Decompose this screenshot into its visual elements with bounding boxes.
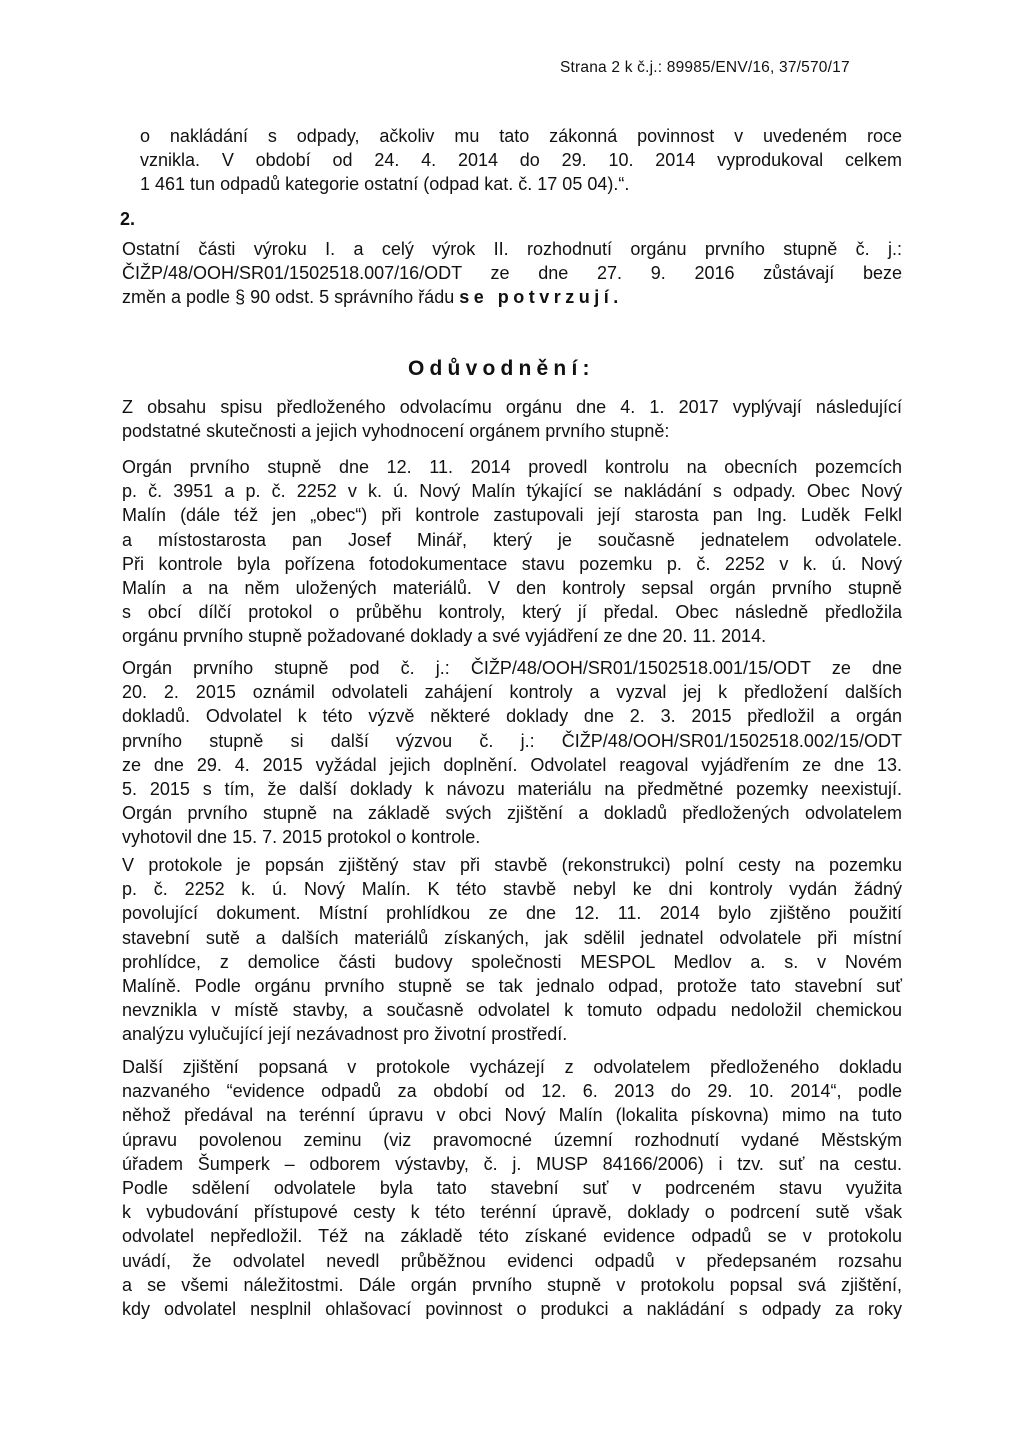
- paragraph-line: k vybudování přístupové cesty k této terénní úpravě, doklady o podrcení sutě však: [122, 1202, 902, 1223]
- section-title: Odůvodnění:: [408, 357, 595, 380]
- paragraph-line: úřadem Šumperk – odborem výstavby, č. j. MUSP 84166/2006) i tzv. suť na cestu.: [122, 1153, 902, 1174]
- paragraph-line: kdy odvolatel nesplnil ohlašovací povinnost o produkci a nakládání s odpady za roky: [122, 1299, 902, 1320]
- paragraph-line: podstatné skutečnosti a jejich vyhodnocení orgánem prvního stupně:: [122, 421, 670, 442]
- paragraph-line: prohlídce, z demolice části budovy společnosti MESPOL Medlov a. s. v Novém: [122, 951, 902, 972]
- quote-line: o nakládání s odpady, ačkoliv mu tato zákonná povinnost v uvedeném roce: [140, 126, 902, 146]
- paragraph-line: stavební sutě a dalších materiálů získaných, jak sdělil jednatel odvolatele při místní: [122, 927, 902, 948]
- paragraph-line: orgánu prvního stupně požadované doklady a své vyjádření ze dne 20. 11. 2014.: [122, 626, 767, 647]
- paragraph-3: [122, 656, 902, 850]
- paragraph-line: a místostarosta pan Josef Minář, který je současně jednatelem odvolatele.: [122, 529, 902, 550]
- paragraph-line: p. č. 3951 a p. č. 2252 v k. ú. Nový Malín týkající se nakládání s odpady. Obec Nový: [122, 481, 902, 502]
- point-2-line-prefix: změn a podle § 90 odst. 5 správního řádu: [122, 287, 460, 308]
- paragraph-line: Z obsahu spisu předloženého odvolacímu orgánu dne 4. 1. 2017 vyplývají následující: [122, 397, 902, 417]
- paragraph-5: [122, 1055, 902, 1321]
- paragraph-line: Malíně. Podle orgánu prvního stupně se tak jednalo odpad, protože tato stavební suť: [122, 976, 902, 997]
- paragraph-line: Při kontrole byla pořízena fotodokumentace stavu pozemku p. č. 2252 v k. ú. Nový: [122, 553, 902, 574]
- paragraph-line: dokladů. Odvolatel k této výzvě některé doklady dne 2. 3. 2015 předložil a orgán: [122, 706, 902, 727]
- paragraph-line: povolující dokument. Místní prohlídkou ze dne 12. 11. 2014 bylo zjištěno použití: [122, 903, 902, 924]
- paragraph-line: p. č. 2252 k. ú. Nový Malín. K této stavbě nebyl ke dni kontroly vydán žádný: [122, 879, 902, 900]
- paragraph-line: Další zjištění popsaná v protokole vycházejí z odvolatelem předloženého dokladu: [122, 1057, 902, 1077]
- point-2-emphasis: se potvrzují.: [459, 287, 623, 308]
- paragraph-line: 20. 2. 2015 oznámil odvolateli zahájení kontroly a vyzval jej k předložení dalších: [122, 682, 902, 703]
- paragraph-line: analýzu vylučující její nezávadnost pro životní prostředí.: [122, 1024, 568, 1045]
- quote-line: vznikla. V období od 24. 4. 2014 do 29. 10. 2014 vyprodukoval celkem: [140, 150, 902, 171]
- point-2-text: [122, 237, 902, 310]
- quoted-text-block: [140, 124, 902, 197]
- point-2-line: [122, 285, 902, 309]
- page-reference-header: Strana 2 k č.j.: 89985/ENV/16, 37/570/17: [560, 59, 850, 76]
- paragraph-line: odvolatel nepředložil. Též na základě této získané evidence odpadů se v protokolu: [122, 1226, 902, 1247]
- paragraph-line: něhož předával na terénní úpravu v obci Nový Malín (lokalita pískovna) mimo na tuto: [122, 1105, 902, 1126]
- paragraph-line: uvádí, že odvolatel nevedl průběžnou evidenci odpadů v předepsaném rozsahu: [122, 1250, 902, 1271]
- paragraph-line: Orgán prvního stupně na základě svých zjištění a dokladů předložených odvolatelem: [122, 803, 902, 824]
- paragraph-line: Malín a na něm uložených materiálů. V den kontroly sepsal orgán prvního stupně: [122, 578, 902, 599]
- paragraph-1: [122, 395, 902, 443]
- paragraph-line: Orgán prvního stupně pod č. j.: ČIŽP/48/OOH/SR01/1502518.001/15/ODT ze dne: [122, 658, 902, 678]
- paragraph-line: nevznikla v místě stavby, a současně odvolatel k tomuto odpadu nedoložil chemickou: [122, 1000, 902, 1021]
- paragraph-line: Malín (dále též jen „obec“) při kontrole zastupovali její starosta pan Ing. Luděk Felkl: [122, 505, 902, 526]
- paragraph-2: [122, 455, 902, 649]
- paragraph-line: úpravu povolenou zeminu (viz pravomocné územní rozhodnutí vydané Městským: [122, 1129, 902, 1150]
- paragraph-line: V protokole je popsán zjištěný stav při stavbě (rekonstrukci) polní cesty na pozemku: [122, 855, 902, 875]
- point-2-line: Ostatní části výroku I. a celý výrok II. rozhodnutí orgánu prvního stupně č. j.:: [122, 239, 902, 259]
- paragraph-line: Podle sdělení odvolatele byla tato stavební suť v podrceném stavu využita: [122, 1178, 902, 1199]
- paragraph-line: Orgán prvního stupně dne 12. 11. 2014 provedl kontrolu na obecních pozemcích: [122, 457, 902, 477]
- quote-line: 1 461 tun odpadů kategorie ostatní (odpad kat. č. 17 05 04).“.: [140, 174, 630, 195]
- paragraph-line: ze dne 29. 4. 2015 vyžádal jejich doplnění. Odvolatel reagoval vyjádřením ze dne 13.: [122, 754, 902, 775]
- paragraph-line: s obcí dílčí protokol o průběhu kontroly, který jí předal. Obec následně předložila: [122, 602, 902, 623]
- paragraph-line: vyhotovil dne 15. 7. 2015 protokol o kontrole.: [122, 827, 481, 848]
- paragraph-line: prvního stupně si další výzvou č. j.: ČIŽP/48/OOH/SR01/1502518.002/15/ODT: [122, 730, 902, 751]
- paragraph-line: a se všemi náležitostmi. Dále orgán prvního stupně v protokolu popsal svá zjištění,: [122, 1274, 902, 1295]
- paragraph-4: [122, 853, 902, 1047]
- paragraph-line: nazvaného “evidence odpadů za období od 12. 6. 2013 do 29. 10. 2014“, podle: [122, 1081, 902, 1102]
- point-2-line: ČIŽP/48/OOH/SR01/1502518.007/16/ODT ze dne 27. 9. 2016 zůstávají beze: [122, 263, 902, 284]
- point-number: 2.: [120, 209, 136, 229]
- paragraph-line: 5. 2015 s tím, že další doklady k návozu materiálu na předmětné pozemky neexistují.: [122, 779, 902, 800]
